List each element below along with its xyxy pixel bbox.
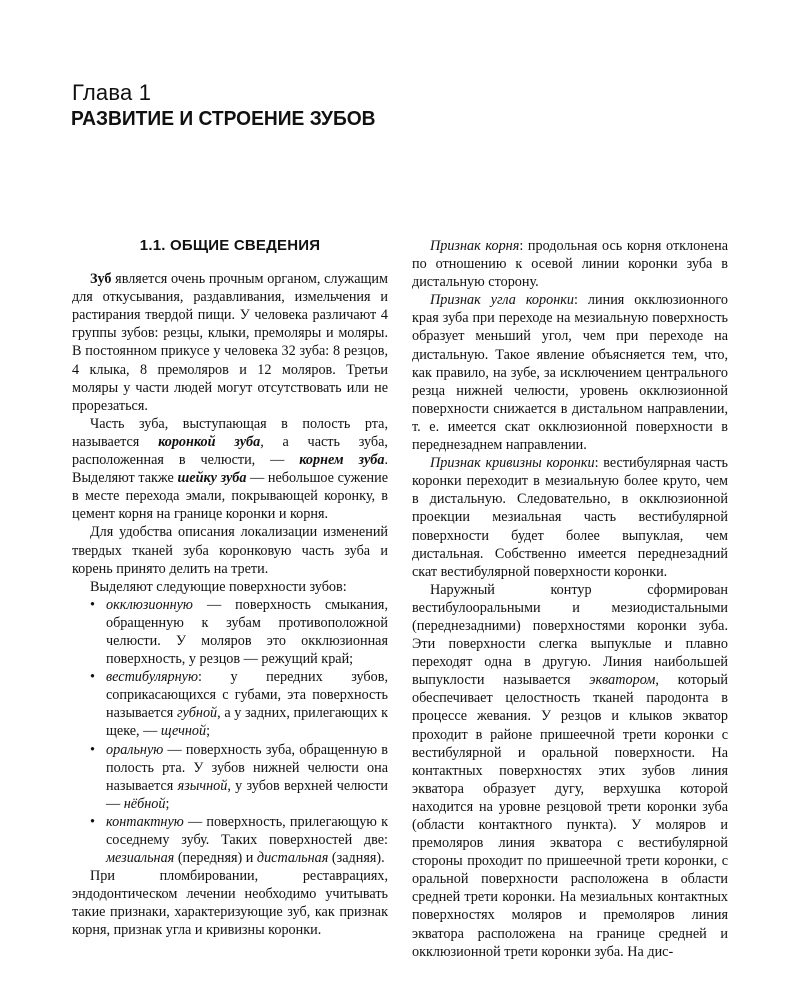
term-occlusal: окклюзионную (106, 596, 193, 613)
text-run: : у передних зубов, соприкасающихся с губами, эта поверхность называется (106, 669, 388, 722)
text-run: , а у задних, прилегающих к щеке, — (106, 705, 388, 740)
paragraph-contour (412, 581, 728, 961)
text-run: ; (165, 795, 170, 812)
term-lingual: язычной (177, 777, 228, 794)
text-run: — поверхность смыкания, обращенную к зубам противоположной челюсти. У моляров это окклюзионная поверхность, у резцов — режущий край; (106, 596, 388, 668)
paragraph-root-feature (412, 237, 728, 291)
term-root: корнем зуба (299, 452, 385, 469)
list-item-contact (72, 813, 388, 867)
text-run: : линия окклюзионного края зуба при переходе на мезиальную поверхность образует меньший угол, чем при переходе на дистальную. Такое явление объясняется тем, что, как правило, на зубе, за исключением центрального резца нижней челюсти, уровень окклюзионной поверхности снижается в дистальном направлении, т. е. имеется скат окклюзионной поверхности в переднезаднем направлении. (412, 292, 728, 454)
text-run: , а часть зуба, расположенная в челюсти, — (72, 433, 388, 469)
bullet-icon: • (90, 669, 95, 686)
text-run: : вестибулярная часть коронки переходит в мезиальную более круто, чем в дистальную. Следовательно, в окклюзионной проекции мезиальная часть вестибулярной поверхности будет более выпуклая, чем дистальная. Собственно имеется переднезадний скат вестибулярной поверхности коронки. (412, 455, 728, 580)
text-run: Наружный контур сформирован вестибулооральными и мезиодистальными (переднезадними) поверхностями коронки зуба. Эти поверхности слегка выпуклые и плавно переходят одна в другую. Линия наибольшей выпуклости называется (412, 581, 728, 689)
text-run: (задняя). (328, 850, 385, 867)
bullet-icon: • (90, 596, 95, 613)
paragraph-thirds: Для удобства описания локализации изменений твердых тканей зуба коронковую часть зуба и корень принято делить на трети. (72, 524, 388, 577)
section-title: 1.1. ОБЩИЕ СВЕДЕНИЯ (139, 237, 321, 254)
text-run: . Выделяют также (72, 452, 389, 487)
text-run: ; (206, 723, 211, 740)
term-buccal: щечной (160, 723, 207, 740)
term-contact: контактную (106, 813, 184, 830)
label-curvature-feature: Признак кривизны коронки (430, 455, 595, 472)
surfaces-list (72, 596, 388, 867)
text-run: — поверхность зуба, обращенную в полость рта. У зубов нижней челюсти она называется (106, 741, 388, 794)
paragraph-tooth-parts (72, 415, 388, 524)
left-column (72, 237, 388, 940)
term-oral: оральную (106, 741, 164, 758)
text-run: — небольшое сужение в месте перехода эмали, покрывающей коронку, в цемент корня на границе коронки и корня. (72, 470, 388, 523)
bullet-icon: • (90, 741, 95, 758)
label-root-feature: Признак корня (430, 238, 520, 254)
text-run: : продольная ось корня отклонена по отношению к осевой линии коронки зуба в дистальную сторону. (412, 238, 728, 291)
paragraph-tooth-definition (72, 270, 388, 415)
term-tooth: Зуб (90, 271, 112, 288)
paragraph-angle-feature (412, 291, 728, 454)
text-run: Часть зуба, выступающая в полость рта, называется (72, 415, 388, 450)
paragraph-text: является очень прочным органом, служащим для откусывания, раздавливания, измельчения и растирания твердой пищи. У человека различают 4 группы зубов: резцы, клыки, премоляры и моляры. В постоянном прикусе у человека 32 зуба: 8 резцов, 4 клыка, 8 премоляров и 12 моляров. Третьи моляры у части людей могут отсутствовать или не прорезаться. (72, 271, 388, 414)
text-run: (передняя) и (174, 850, 257, 867)
chapter-label: Глава 1 (72, 80, 152, 105)
term-palatal: нёбной (123, 795, 166, 812)
term-equator: экватором (589, 672, 656, 689)
term-distal: дистальная (256, 850, 329, 867)
chapter-title: РАЗВИТИЕ И СТРОЕНИЕ ЗУБОВ (71, 108, 376, 130)
bullet-icon: • (90, 813, 95, 830)
term-crown: коронкой зуба (158, 433, 261, 450)
term-neck: шейку зуба (177, 470, 247, 487)
term-vestibular: вестибулярную (106, 669, 198, 686)
right-column (412, 237, 728, 961)
text-run: , который обеспечивает целостность тканей пародонта в процессе жевания. У резцов и клыков экватор проходит в районе пришеечной трети коронки с вестибулярной и оральной поверхности. На контактных поверхностях этих зубов линия экватора образует дугу, верхушка которой находится на уровне резцовой трети коронки зуба (области контактного пункта). У моляров и премоляров линия экватора с вестибулярной стороны проходит по пришеечной трети коронки, с оральной поверхности расположена в области средней трети коронки. На мезиальных контактных поверхностях моляров и премоляров линия экватора расположена на границе средней и окклюзионной трети коронки зуба. На дис- (412, 672, 728, 960)
list-item-vestibular (72, 668, 388, 740)
list-item-oral (72, 741, 388, 813)
list-item-occlusal (72, 596, 388, 668)
term-mesial: мезиальная (106, 850, 175, 867)
paragraph-features: При пломбировании, реставрациях, эндодонтическом лечении необходимо учитывать такие признаки, характеризующие зуб, как признак корня, признак угла и кривизны коронки. (72, 868, 388, 939)
text-run: , у зубов верхней челюсти — (106, 777, 388, 812)
label-angle-feature: Признак угла коронки (430, 292, 574, 309)
term-labial: губной (176, 705, 218, 722)
text-run: — поверхность, прилегающую к соседнему зубу. Таких поверхностей две: (106, 813, 388, 848)
paragraph-surfaces-intro: Выделяют следующие поверхности зубов: (90, 578, 347, 595)
paragraph-curvature-feature (412, 454, 728, 581)
